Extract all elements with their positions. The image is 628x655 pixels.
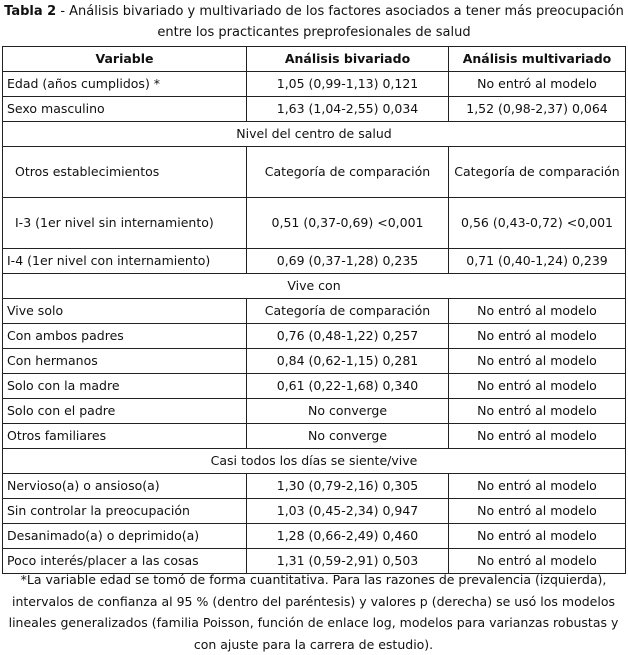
variable-cell: Edad (años cumplidos) * [3,72,247,97]
bivariado-cell: 0,51 (0,37-0,69) <0,001 [247,198,449,249]
table-footnote: *La variable edad se tomó de forma cuantitativa. Para las razones de prevalencia (izquierda), intervalos de confianza al 95 % (dentro del paréntesis) y valores p (derecha) se usó los modelos lineales generalizados (familia Poisson, función de enlace log, modelos para varianzas robustas y con ajuste para la carrera de estudio). [8,572,619,652]
bivariado-cell: 1,30 (0,79-2,16) 0,305 [247,474,449,499]
variable-cell: Con hermanos [3,349,247,374]
multivariado-cell: 0,56 (0,43-0,72) <0,001 [449,198,626,249]
bivariado-cell: No converge [247,399,449,424]
bivariado-cell: 0,84 (0,62-1,15) 0,281 [247,349,449,374]
multivariado-cell: No entró al modelo [449,499,626,524]
table-caption-text: - Análisis bivariado y multivariado de los factores asociados a tener más preocupación entre los practicantes preprofesionales de salud [56,4,624,40]
variable-cell: Desanimado(a) o deprimido(a) [3,524,247,549]
table-row [3,399,626,424]
multivariado-cell: No entró al modelo [449,424,626,449]
variable-cell: Otros familiares [3,424,247,449]
multivariado-cell: No entró al modelo [449,374,626,399]
bivariado-cell: 0,61 (0,22-1,68) 0,340 [247,374,449,399]
multivariado-cell: No entró al modelo [449,299,626,324]
variable-cell: Otros establecimientos [3,147,247,198]
bivariado-cell: Categoría de comparación [247,299,449,324]
bivariado-cell: 0,69 (0,37-1,28) 0,235 [247,249,449,274]
results-table [2,46,626,574]
table-row [3,524,626,549]
bivariado-cell: 1,03 (0,45-2,34) 0,947 [247,499,449,524]
section-row [3,274,626,299]
multivariado-cell: No entró al modelo [449,72,626,97]
variable-cell: Poco interés/placer a las cosas [3,549,247,574]
multivariado-cell: No entró al modelo [449,474,626,499]
section-row [3,449,626,474]
bivariado-cell: 1,31 (0,59-2,91) 0,503 [247,549,449,574]
table-row [3,72,626,97]
multivariado-cell: No entró al modelo [449,324,626,349]
header-bivariado: Análisis bivariado [247,47,449,72]
header-variable: Variable [3,47,247,72]
header-multivariado: Análisis multivariado [449,47,626,72]
variable-cell: I-4 (1er nivel con internamiento) [3,249,247,274]
bivariado-cell: 1,05 (0,99-1,13) 0,121 [247,72,449,97]
bivariado-cell: 0,76 (0,48-1,22) 0,257 [247,324,449,349]
multivariado-cell: Categoría de comparación [449,147,626,198]
multivariado-cell: No entró al modelo [449,549,626,574]
multivariado-cell: No entró al modelo [449,349,626,374]
section-header-centro: Nivel del centro de salud [3,122,626,147]
section-header-siente: Casi todos los días se siente/vive [3,449,626,474]
table-row [3,249,626,274]
table-row [3,299,626,324]
header-row [3,47,626,72]
variable-cell: Solo con el padre [3,399,247,424]
table-row [3,324,626,349]
section-header-vive: Vive con [3,274,626,299]
variable-cell: Solo con la madre [3,374,247,399]
variable-cell: Con ambos padres [3,324,247,349]
table-row [3,474,626,499]
table-row [3,499,626,524]
multivariado-cell: 0,71 (0,40-1,24) 0,239 [449,249,626,274]
bivariado-cell: No converge [247,424,449,449]
table-row [3,374,626,399]
variable-cell: Sexo masculino [3,97,247,122]
bivariado-cell: 1,28 (0,66-2,49) 0,460 [247,524,449,549]
table-row [3,198,626,249]
multivariado-cell: No entró al modelo [449,524,626,549]
multivariado-cell: 1,52 (0,98-2,37) 0,064 [449,97,626,122]
bivariado-cell: 1,63 (1,04-2,55) 0,034 [247,97,449,122]
table-label: Tabla 2 [4,4,57,19]
variable-cell: Vive solo [3,299,247,324]
variable-cell: Nervioso(a) o ansioso(a) [3,474,247,499]
table-caption [0,0,628,43]
section-row [3,122,626,147]
table-row [3,349,626,374]
multivariado-cell: No entró al modelo [449,399,626,424]
bivariado-cell: Categoría de comparación [247,147,449,198]
variable-cell: Sin controlar la preocupación [3,499,247,524]
table-row [3,424,626,449]
table-row [3,147,626,198]
variable-cell: I-3 (1er nivel sin internamiento) [3,198,247,249]
table-row [3,97,626,122]
